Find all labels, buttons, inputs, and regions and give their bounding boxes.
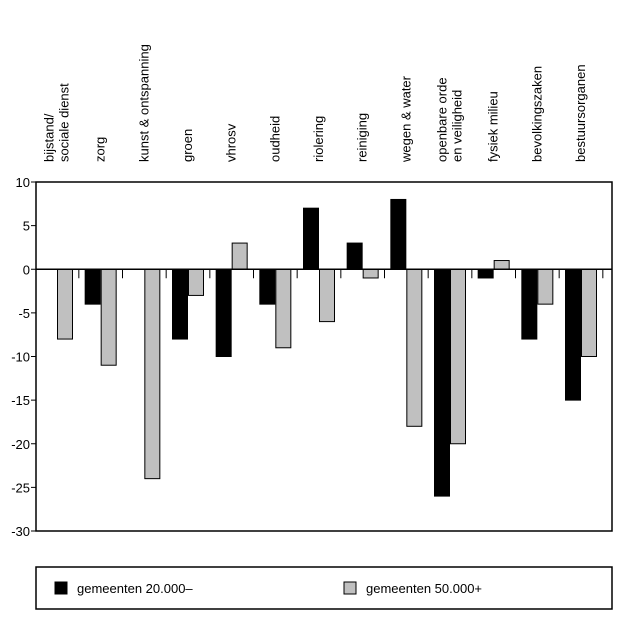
legend-swatch (344, 582, 356, 594)
bar-gemeenten-20000-12 (566, 269, 581, 400)
category-label: fysiek milieu (485, 91, 501, 162)
category-label: bestuursorganen (573, 64, 588, 162)
y-tick-label: -15 (11, 393, 30, 409)
bar-gemeenten-50000-3 (189, 269, 204, 295)
category-label: vhrosv (223, 123, 239, 162)
bar-gemeenten-20000-9 (435, 269, 450, 496)
y-tick-label: 5 (22, 218, 30, 234)
bar-gemeenten-20000-11 (522, 269, 537, 339)
bar-gemeenten-20000-5 (260, 269, 275, 304)
category-label: bijstand/ (41, 113, 57, 162)
bar-gemeenten-20000-6 (304, 208, 319, 269)
category-labels (42, 44, 589, 163)
category-label: wegen & water (398, 76, 414, 162)
bar-gemeenten-20000-1 (85, 269, 100, 304)
bar-gemeenten-50000-6 (320, 269, 335, 321)
bar-gemeenten-50000-2 (145, 269, 160, 478)
category-label: zorg (92, 136, 108, 162)
category-label: oudheid (267, 115, 283, 162)
category-label: riolering (311, 115, 326, 162)
category-label: groen (180, 128, 195, 162)
bar-gemeenten-50000-8 (407, 269, 422, 426)
bar-gemeenten-50000-1 (101, 269, 116, 365)
bar-gemeenten-50000-4 (232, 243, 247, 269)
category-label: openbare orde (434, 77, 450, 162)
y-tick-label: -20 (11, 436, 30, 452)
bar-gemeenten-50000-0 (58, 269, 73, 339)
bar-gemeenten-20000-4 (216, 269, 231, 356)
legend-swatch (55, 582, 67, 594)
plot-frame (36, 182, 612, 531)
y-tick-label: -5 (18, 305, 30, 321)
y-tick-label: -10 (11, 349, 30, 365)
y-tick-label: -25 (11, 480, 30, 496)
bars (58, 199, 597, 496)
bar-gemeenten-20000-8 (391, 199, 406, 269)
category-label: sociale dienst (56, 83, 72, 162)
category-label: bevolkingszaken (529, 65, 545, 162)
bar-gemeenten-20000-7 (347, 243, 362, 269)
bar-gemeenten-20000-3 (173, 269, 188, 339)
bar-gemeenten-50000-7 (363, 269, 378, 278)
bar-gemeenten-50000-9 (451, 269, 466, 444)
y-tick-label: 10 (15, 175, 30, 190)
legend (36, 567, 612, 609)
legend-label: gemeenten 50.000+ (366, 581, 483, 596)
bar-gemeenten-50000-11 (538, 269, 553, 304)
bar-gemeenten-50000-10 (494, 261, 509, 270)
bar-gemeenten-20000-10 (478, 269, 493, 278)
legend-label: gemeenten 20.000– (77, 581, 193, 596)
y-tick-label: 0 (22, 262, 30, 278)
bar-gemeenten-50000-12 (582, 269, 597, 356)
y-tick-label: -30 (11, 524, 30, 539)
category-label: en veiligheid (449, 89, 465, 162)
category-label: reiniging (354, 112, 370, 162)
bar-gemeenten-50000-5 (276, 269, 291, 348)
category-label: kunst & ontspanning (136, 44, 152, 162)
